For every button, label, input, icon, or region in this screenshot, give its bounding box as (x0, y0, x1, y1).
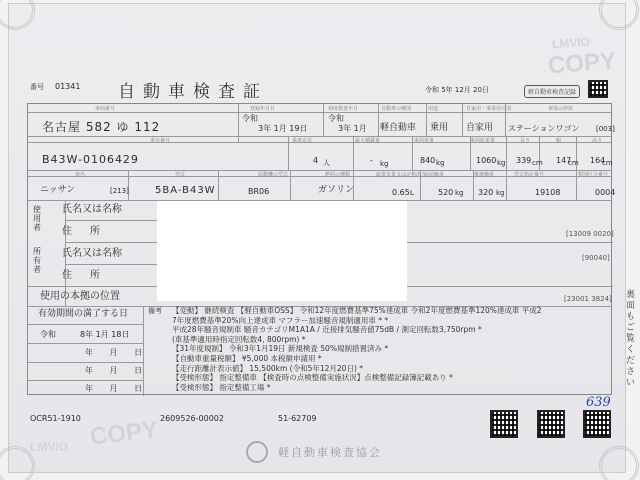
header-rear-axle: 後後軸重 (474, 172, 495, 178)
notes-line: 【受検形態】 指定整備工場 * (172, 382, 271, 392)
width-value: 147 (556, 156, 572, 165)
rear-axle-value: 320 (478, 188, 494, 197)
capacity-value: 4 (313, 156, 319, 165)
header-category: 類別区分番号 (578, 172, 609, 178)
expiry-era: 令和 (40, 330, 56, 339)
header-private: 自家用・事業用の別 (466, 106, 512, 112)
owner-group-label: 所有者 (33, 247, 41, 274)
notes-line: 【自動車重量税額】 ¥5,000 本税額申請用 * (172, 353, 322, 363)
owner-name-label: 氏名又は名称 (62, 248, 122, 259)
record-stamp: 軽自動車検査記録 (524, 85, 580, 98)
watermark-top-copy: COPY (547, 47, 617, 80)
maker-name: ニッサン (40, 185, 76, 195)
gross-weight-value: 1060 (476, 156, 497, 165)
ornament-top-right (599, 0, 639, 30)
length-unit: cm (532, 159, 543, 167)
number-label: 番号 (30, 83, 44, 91)
max-load-unit: kg (380, 160, 389, 168)
gross-weight-unit: kg (497, 159, 506, 167)
vehicle-use: 乗用 (430, 123, 449, 133)
notes-line: 【変動】 継続検査 【軽自動車OSS】 令和12年度燃費基準75%達成車 令和2年度燃費基準120%達成車 平成2 (172, 306, 542, 315)
watermark-bottom-copy: COPY (88, 416, 160, 451)
header-front-axle: 前前軸重 (424, 172, 445, 178)
body-code: [003] (596, 125, 615, 133)
certificate-number: 01341 (55, 82, 81, 91)
redacted-owner-info (157, 201, 407, 301)
height-unit: cm (602, 159, 613, 167)
issuer-name: 軽自動車検査協会 (278, 446, 382, 459)
header-engine: 原動機の型式 (258, 172, 289, 178)
first-reg: 3年 1月 (338, 124, 367, 133)
expiry-blank-2: 年 月 日 (85, 366, 143, 375)
max-load-value: - (370, 156, 373, 165)
qr-code-3 (583, 410, 611, 438)
front-axle-unit: kg (455, 189, 464, 197)
header-height: 高さ (592, 138, 603, 144)
watermark-bottom: LMVIO (30, 440, 68, 454)
first-reg-era: 令和 (328, 114, 344, 123)
owner-address-code: [90040] (582, 254, 610, 262)
owner-address-label: 住所 (62, 270, 118, 281)
displacement-unit: L (410, 189, 414, 197)
front-axle-value: 520 (438, 188, 454, 197)
user-address-label: 住所 (62, 226, 118, 237)
width-unit: cm (568, 159, 579, 167)
header-max-load: 最大積載量 (355, 138, 381, 144)
notes-line: (車基準適用時指定回転数4, 800rpm) * (172, 334, 306, 344)
weight-value: 840 (420, 156, 436, 165)
watermark-top: LMVIO (551, 34, 591, 52)
serial-number: 2609526-00002 (160, 414, 224, 423)
base-location-code: [23001 3824] (564, 295, 612, 303)
vehicle-type: 軽自動車 (380, 123, 417, 133)
handwritten-note: 639 (586, 395, 611, 410)
qr-code-1 (490, 410, 518, 438)
category-number: 0004 (595, 188, 616, 197)
issuer-seal-icon (246, 441, 268, 463)
private-use: 自家用 (466, 123, 494, 133)
qr-code-2 (537, 410, 565, 438)
maker-code: [213] (110, 187, 129, 195)
body-shape: ステーションワゴン (508, 124, 580, 133)
notes-line: 【走行距離計表示値】 15,500km (令和5年12月20日) * (172, 363, 364, 373)
notes-line: 平成28年騒音規制車 騒音カテゴリM1A1A / 近接排気騒音値75dB / 測定回転数3,750rpm * (172, 325, 482, 335)
reg-date-era: 令和 (242, 114, 258, 123)
expiry-blank-3: 年 月 日 (85, 384, 143, 393)
expiry-blank-1: 年 月 日 (85, 348, 143, 357)
page-title: 自動車検査証 (118, 82, 268, 102)
header-fuel: 燃料の種類 (325, 172, 351, 178)
header-weight: 車両重量 (414, 138, 435, 144)
length-value: 339 (516, 156, 532, 165)
notes-block (172, 306, 542, 392)
header-reg-date: 登録年月日 (250, 106, 276, 112)
header-length: 長さ (520, 138, 531, 144)
qr-code-top (588, 80, 608, 98)
engine-model: BR06 (248, 187, 270, 196)
base-location-label: 使用の本拠の位置 (40, 291, 120, 302)
ornament-bottom-right (599, 446, 639, 480)
reg-date: 3年 1月 19日 (258, 124, 308, 133)
capacity-unit: 人 (323, 159, 330, 167)
rear-axle-unit: kg (496, 189, 505, 197)
chassis-number: B43W-0106429 (42, 153, 139, 166)
header-use: 用途 (428, 106, 439, 112)
header-body: 車体の形状 (548, 106, 574, 112)
expiry-label: 有効期間の満了する日 (38, 309, 129, 319)
issue-date: 令和 5年 12月 20日 (425, 86, 489, 94)
ocr-code: OCR51-1910 (30, 414, 81, 423)
plate-number: 名古屋 582 ゆ 112 (42, 120, 161, 134)
weight-unit: kg (436, 159, 445, 167)
header-type: 自動車の種別 (381, 106, 412, 112)
header-gross: 車両総重量 (470, 138, 496, 144)
header-width: 幅 (556, 138, 562, 144)
height-value: 164 (590, 156, 606, 165)
header-capacity: 乗車定員 (292, 138, 313, 144)
header-plate: 車両番号 (95, 106, 116, 112)
side-note: 裏面もご覧ください (626, 290, 636, 388)
fuel-type: ガソリン (318, 185, 355, 195)
user-name-label: 氏名又は名称 (62, 204, 122, 215)
header-displacement: 総排気量又は定格出力 (376, 172, 427, 178)
model-code: 5BA-B43W (155, 185, 216, 196)
notes-line: 【31年度規制】 令和3年1月19日 新規検査 50%規制措置済み * (172, 344, 389, 354)
notes-line: 【受検形態】 指定整備車 【検査時の点検整備実施状況】点検整備記録簿記載あり * (172, 373, 453, 383)
expiry-date: 8年 1月 18日 (80, 330, 130, 339)
displacement-value: 0.65 (392, 188, 410, 197)
header-first-reg: 初度検査年月 (328, 106, 359, 112)
document-number: 51-62709 (278, 414, 317, 423)
header-type-designation: 型式指定番号 (514, 172, 545, 178)
header-model: 型式 (175, 172, 186, 178)
ornament-top-left (0, 0, 35, 30)
type-designation-number: 19108 (535, 188, 561, 197)
user-group-label: 使用者 (33, 205, 41, 232)
notes-line: 7年度燃費基準20%向上達成車 マフラー加速騒音規制適用車 * * (172, 315, 389, 325)
header-chassis: 車台番号 (150, 138, 171, 144)
notes-label: 備考 (148, 307, 162, 315)
header-maker: 車名 (75, 172, 86, 178)
user-address-code: [13009 0020] (566, 230, 614, 238)
